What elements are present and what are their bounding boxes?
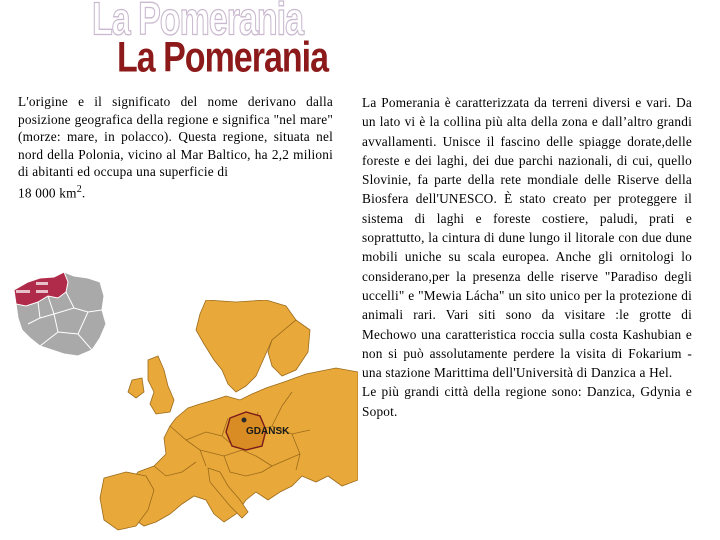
area-end: .: [81, 184, 86, 200]
intro-text-block: [18, 93, 333, 201]
area-value: 18 000 km: [18, 184, 77, 200]
title-shadow: La Pomerania: [92, 0, 303, 46]
page-title: La Pomerania: [117, 34, 328, 82]
area-unit-superscript: 2: [76, 183, 82, 195]
gdansk-marker: [242, 418, 247, 423]
description-text-block: [362, 93, 692, 421]
ireland: [128, 378, 144, 398]
gdansk-label: GDANSK: [246, 426, 290, 437]
poland-regions-map: [8, 268, 108, 360]
cities-paragraph: Le più grandi città della regione sono: Danzica, Gdynia e Sopot.: [362, 384, 692, 419]
intro-paragraph: L'origine e il significato del nome derivano dalla posizione geografica della regione e significa "nel mare" (morze: mare, in polacco). Questa regione, situata nel nord della Polonia, vicino al Mar Baltico, ha 2,2 milioni di abitanti ed occupa una superficie di: [18, 94, 333, 179]
great-britain: [148, 356, 174, 414]
description-paragraph: La Pomerania è caratterizzata da terreni diversi e vari. Da un lato vi è la collina più alta della zona e dall’altro grandi avvallamenti. Unisce il fascino delle spiagge dorate,delle foreste e dei laghi, dei due parchi nazionali, di cui, quello Slovinie, fa parte della rete mondiale delle Riserve della Biosfera dell'UNESCO. È stato creato per proteggere il sistema di laghi e foreste costiere, paludi, prati e soprattutto, la cintura di dune lungo il litorale con due dune mobili uniche su scala europea. Anche gli ornitologi lo considerano,per la presenza delle riserve "Paradiso degli uccelli" e "Mewia Lácha" un sito unico per la protezione di animali rari. Vari siti sono da visitare :le grotte di Mechowo una caratteristica roccia sulla costa Kashubian e non si può assolutamente perdere la visita di Fokarium - una stazione Marittima dell'Università di Danzica a Hel.: [362, 95, 692, 381]
europe-map: [96, 300, 358, 540]
